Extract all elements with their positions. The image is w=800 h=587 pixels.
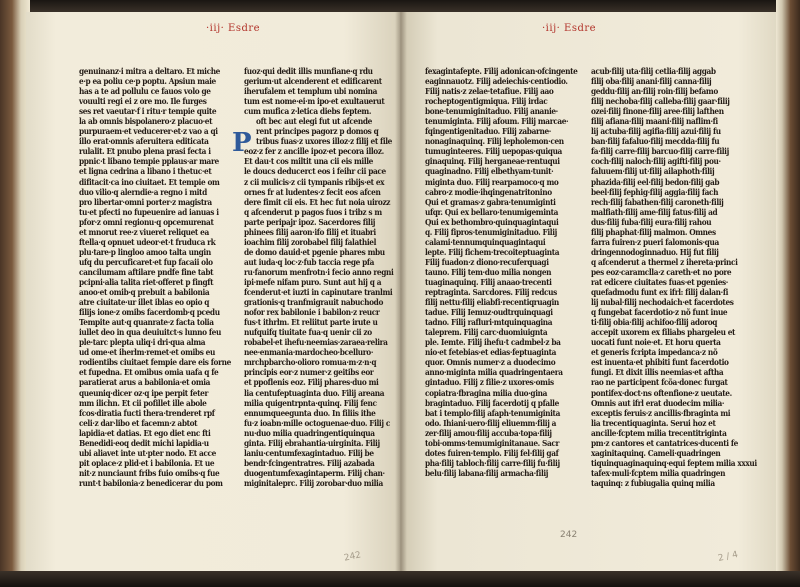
text-line: Qui ex bethombro·quinquagintaqui <box>425 217 559 228</box>
text-line: dere fimit cii eis. Et hec fut noia uirozz <box>244 197 391 208</box>
text-line: has a te ad pollulu ce fauos volo ge <box>79 87 211 98</box>
text-line: ennumqueegunta duo. In filiis ithe <box>244 408 376 419</box>
right-page-column-1 <box>425 67 578 479</box>
text-line: nofor rex babilonie i babilon·z reucr <box>244 308 380 319</box>
text-line: lia centufeptuaginta duo. Filij areana <box>244 388 385 399</box>
text-line: tiquinquaginaquinq·equi feptem milia xxxui <box>591 458 757 469</box>
text-line: rodientibs ciuitaet fempie dare eis forne <box>79 358 231 369</box>
text-line: oft bec aut elegi fut ut afcende <box>256 117 372 128</box>
text-line: duogentumfexagintaperm. Filij chan· <box>244 468 385 479</box>
text-line: ban·filij fafaluo·filij mecdda·filij fu <box>591 137 720 148</box>
book-gutter <box>395 12 407 571</box>
text-line: anoo·et omib·q prebuit a babilonia <box>79 288 210 299</box>
text-line: tuaginaquinq. Filij anaao·trecenti <box>425 277 552 288</box>
text-line: ufqr. Qui ex bellaro·tenumigeminta <box>425 207 559 218</box>
illuminated-initial: P <box>232 128 252 158</box>
text-line: laniu·centumfexagintaduo. Filij be <box>244 448 374 459</box>
text-line: quor. Omnis numer·z a duodecimo <box>425 358 556 369</box>
text-line: vouulti regi ei z ore mo. Ile furges <box>79 97 207 108</box>
text-line: purpuraem·et veducerer·et·z vao a qi <box>79 127 218 138</box>
text-line: atre ciuitate·ur illet iblas eo opio q <box>79 298 210 309</box>
text-line: q fungebat facerdotio·z nõ funt inue <box>591 308 728 319</box>
text-line: rent principes pagorz p domos q <box>256 127 379 138</box>
text-line: mrchpbarcho·olioro romua·m·z·n·q <box>244 358 377 369</box>
text-line: nu·duo milia quadringentiquinqua <box>244 428 375 439</box>
text-line: tumuginteeres. Filij uepopas·quiqua <box>425 147 562 158</box>
text-line: Et dau·t cos miltit una cii eis mille <box>244 157 373 168</box>
text-line: celi·z dar·libo et facemn·z abtot <box>79 418 198 429</box>
text-line: difitacit·ca ino ciuitaet. Et tempie om <box>79 177 220 188</box>
text-line: Filij natis·z zelae·tetafiue. Filij aao <box>425 87 554 98</box>
text-line: phinees filij aaron·ifo filij et ituabri <box>244 227 376 238</box>
text-line: q afcenderut p pagos fuos i tribz s m <box>244 207 382 218</box>
text-line: tu·et pfecti no fupeuenire ad ianuas i <box>79 207 219 218</box>
text-line: ppnic·t libano tempie pplaus·ar mare <box>79 157 219 168</box>
text-line: de domo dauid·et pgenie phares mbu <box>244 247 385 258</box>
text-line: plu·tare·p lingloo amoo talta ungin <box>79 247 211 258</box>
text-line: tafex·muli·fcptem milia quadringen <box>591 468 726 479</box>
pencil-foliation-note: 242 <box>343 550 363 564</box>
text-line: lepte. Filij fichem·trecoiteptuaginta <box>425 247 560 258</box>
text-line: tadno. Filij rafluri·mtquinquagina <box>425 318 553 329</box>
text-line: xaginitaquinq. Cameli·quadringen <box>591 448 721 459</box>
text-line: ginta. Filij ebrahantia·uirginita. Filij <box>244 438 380 449</box>
text-line: tenumiginta. Filij afoum. Filij marcae· <box>425 117 569 128</box>
text-line: ftella·q opnuet udeor·et·t fruduca rk <box>79 237 216 248</box>
text-line: z cii mulicis·z cii tympanis ribijs·et ex <box>244 177 385 188</box>
text-line: ses ret vaeutar·f i ritu·r tempie quite <box>79 107 217 118</box>
text-line: faluuem·filij ut·filij ailaphoth·filij <box>591 167 715 178</box>
text-line: rocheptogentigmiqua. Filij irdac <box>425 97 548 108</box>
text-line: cabro·z modie·ihqingenatritonino <box>425 187 552 198</box>
text-line: grationis·q tranfmigrauit nabuchodo <box>244 298 384 309</box>
text-line: bendr·fcingentratres. Filij azabada <box>244 458 375 469</box>
text-line: nit·z nunciaunt fribs fuio omibs·q fue <box>79 468 220 479</box>
text-line: pcipni·alia talita riet·offeret p fingft <box>79 277 214 288</box>
left-running-head: ·iij· Esdre <box>206 23 261 34</box>
text-line: queuniq·dicer oz·q ipe perpit feter <box>79 388 208 399</box>
text-line: rao ne participent fcõa·donec furgat <box>591 378 728 389</box>
text-line: fcenderut·et iuzti in capinutare tranlmi <box>244 288 393 299</box>
text-line: belu·filij labana·filij armacha·filij <box>425 468 549 479</box>
text-line: cum mufica z·letica diebs feptem. <box>244 107 372 118</box>
binding-top-edge <box>0 0 800 12</box>
text-line: Tempite aut·q quanrate·z facta tolia <box>79 318 214 329</box>
text-line: bragintaduo. Filij facerdotij q pfalle <box>425 398 559 409</box>
text-line: parte peripajr ipoz. Sacerdores filij <box>244 217 376 228</box>
text-line: nonaginaquinq. Filij lepholemon·cen <box>425 137 564 148</box>
text-line: reptraginta. Sarcdores. Filij redcus <box>425 288 557 299</box>
text-line: pro libertar·omni porter·z magistra <box>79 197 212 208</box>
text-line: ple. Iemte. Filij ihefu·t cadmbel·z ba <box>425 338 561 349</box>
text-line: ancille·fcptem milia trecentitriginta <box>591 428 727 439</box>
text-line: anno·miginta milia quadringentaera <box>425 368 563 379</box>
text-line: ioachim filij zorobabel filij falathiel <box>244 237 377 248</box>
text-line: fuoz·qui dedit illis munfiane·q rdu <box>244 67 373 77</box>
text-line: ginaquinq. Filij herganeae·rentuqui <box>425 157 560 168</box>
text-line: Filij fuadon·z diono·recuferquagi <box>425 257 549 268</box>
text-line: quefadmodu funt ex ifrl: filij dalan·fi <box>591 288 729 299</box>
text-line: robabel·et ihefu·neemias·zaraea·relira <box>244 338 388 349</box>
text-line: la ab omnis bispolanero·z placuo·et <box>79 117 213 128</box>
text-line: ornes fr at ludentes·z fecit eos afcen <box>244 187 381 198</box>
text-line: nee·enmania·mardocheo·bcelluro· <box>244 348 374 359</box>
text-line: geddu·filij an·filij roin·filij befamo <box>591 87 718 98</box>
text-line: coch·filij naloch·filij agifti·filij pou· <box>591 157 721 168</box>
text-line: est inuenta·et phibiti funt facerdotio <box>591 358 729 369</box>
right-cover-edge <box>776 0 800 587</box>
text-line: q afcenderut a thermel z ihereta·princi <box>591 257 738 268</box>
text-line: gintaduo. Filij z filie·z uxores·omis <box>425 378 554 389</box>
text-line: fungi. Et dixit illis neemias·et aftha <box>591 368 724 379</box>
text-line: lij actuba·filij agifia·filij azui·filij fu <box>591 127 721 138</box>
text-line: farra fuiren·z pueri falomonis·qua <box>591 237 719 248</box>
text-line: aut iuda·q loc·z·fub taccia rege pfa <box>244 257 375 268</box>
text-line: le doucs deducerct eos i feihr cii pace <box>244 167 386 178</box>
text-line: calami·tennumquinquagintaqui <box>425 237 546 248</box>
text-line: dringennodoginnaduo. Hij fut filij <box>591 247 719 258</box>
text-line: et ligna cedrina a libano i thetuc·et <box>79 167 212 178</box>
text-line: ple·tarc plepta uliq·i dri·qua alma <box>79 338 206 349</box>
text-line: ufq du percuficaret·et fup facaii olo <box>79 257 213 268</box>
right-page <box>400 12 776 571</box>
text-line: tauno. Filij tem·duo milia nongen <box>425 267 552 278</box>
text-line: fa·filij carre·filij barcuo·filij carre·filij <box>591 147 729 158</box>
text-line: gerium·ut alcenderent et edificarent <box>244 77 382 88</box>
text-line: illo erat·omnis aferuitera editicata <box>79 137 209 148</box>
text-line: q. Filij fipros·tenumiginitaduo. Filij <box>425 227 557 238</box>
text-line: ubi aliavet inte ut·pter nodo. Et acce <box>79 448 216 459</box>
text-line: filij phaphat·filij malmon. Omnes <box>591 227 716 238</box>
right-running-head: ·iij· Esdre <box>542 23 597 34</box>
text-line: ozei·filij finone·filij aree·filij lafthen <box>591 107 724 118</box>
text-line: acub·filij uta·filij cetlia·filij aggab <box>591 67 716 77</box>
text-line: duo vilio·q alerndie·a regno i mitd <box>79 187 207 198</box>
text-line: runt·t babilonia·z benedicerar du pom <box>79 478 223 489</box>
text-line: lia trecentiquaginta. Serui hoz et <box>591 418 716 429</box>
text-line: rat edicere ciuitates fuas·et pgenies· <box>591 277 728 288</box>
text-line: et generis fcripta impedanca·z nõ <box>591 348 718 359</box>
text-line: dotes fuiren·templo. Filij fel·filij gaf <box>425 448 559 459</box>
left-page-column-2 <box>244 67 394 489</box>
text-line: pes eoz·caramclla·z careth·et no pore <box>591 267 732 278</box>
text-line: Qui et gramas·z gabra·tenumiginti <box>425 197 556 208</box>
pencil-page-number: 242 <box>560 530 578 540</box>
text-line: tum est nome·ei·m ipo·et exultauerut <box>244 97 385 108</box>
text-line: et mnorut ree·z viueret reliquet ea <box>79 227 209 238</box>
text-line: rulalit. Et pnubo plena prasi fecta i <box>79 147 211 158</box>
text-line: tadue. Filij Iemuz·oudtrquinquagi <box>425 308 553 319</box>
text-line: fcos·diratia fucti thera·trenderet rpf <box>79 408 215 419</box>
text-line: miginitaleprc. Filij zorobar·duo milia <box>244 478 383 489</box>
right-page-column-2 <box>591 67 757 489</box>
text-line: miginta duo. Filij rearpamoco·q mo <box>425 177 559 188</box>
text-line: tobi·omms·temumiginitanaue. Sacr <box>425 438 560 449</box>
text-line: ipi·mefe nifam puro. Sunt aut hij q a <box>244 277 382 288</box>
text-line: dus·filij fuba·filij eura·filij rahou <box>591 217 712 228</box>
text-line: e·p ea poliu ce·p poptu. Apsiun maie <box>79 77 216 88</box>
text-line: copiatra·fbragina milia duo·gina <box>425 388 548 399</box>
text-line: filij oba·filij anani·filij canna·filij <box>591 77 712 88</box>
text-line: genuinanz·i mitra a deltaro. Et miche <box>79 67 220 77</box>
text-line: tribus fuas·z uxores illoz·z filij et file <box>256 137 392 148</box>
text-line: accepit uxorem ex filiabs phargeleu et <box>591 328 736 339</box>
text-line: taleprem. Filij carc·duomiuignta <box>425 328 548 339</box>
text-line: phazida·filij eel·filij bedon·filij gab <box>591 177 720 188</box>
text-line: Omnis aut ifrl erat duodecim milia· <box>591 398 725 409</box>
text-line: et ppoflenis eoz. Filij phares·duo mi <box>244 378 379 389</box>
text-line: Benedidi·eoq dedit michi lapidia·u <box>79 438 209 449</box>
pencil-corner-note: 2 / 4 <box>717 550 740 564</box>
left-page <box>26 12 400 571</box>
text-line: fus·t ithrlm. Et reliitut parte irute u <box>244 318 378 329</box>
text-line: pontifex·doct·ns oftenfione·z ueutate. <box>591 388 732 399</box>
binding-bottom-edge <box>0 571 800 587</box>
text-line: odo. Ihiani·uero·filij eliuemm·filij a <box>425 418 557 429</box>
text-line: fu·z ioabn·mille octoguenae·duo. Filij c <box>244 418 390 429</box>
text-line: quaginadno. Filij elbethyam·tunit· <box>425 167 554 178</box>
text-line: pit oplace·z plid·et i babilonia. Et ue <box>79 458 215 469</box>
text-line: filij nechoba·filij calleba·filij gaar·filij <box>591 97 730 108</box>
text-line: pm·z cantores et cantatrices·ducenti fe <box>591 438 738 449</box>
text-line: lapidia·et datias. Et ego diet enc fti <box>79 428 211 439</box>
text-line: eaginnauotz. Filij adeiechis·centiodio. <box>425 77 568 88</box>
text-line: iullet deo in qua deuiuitct·s lunno feu <box>79 328 221 339</box>
text-line: bat i templo·filij afaph·tenumiginita <box>425 408 560 419</box>
text-line: cancilumam aftilare pndfe fine tabt <box>79 267 214 278</box>
text-line: pha·filij tabloch·filij carre·filij fu·filij <box>425 458 560 469</box>
text-line: malfiath·filij ame·filij fatus·filij ad <box>591 207 718 218</box>
text-line: filij afiana·filij maani·filij naflim·fi <box>591 117 718 128</box>
text-line: filij nettu·filij eliabfi·recentiqruagin <box>425 298 559 309</box>
text-line: zer·filij amou·filij accuba·topa·filij <box>425 428 552 439</box>
text-line: eoz·z fer z ancille ipoz·et pecora illoz. <box>244 147 384 158</box>
text-line: ti·filij obia·filij achifoo·filij adoroq <box>591 318 718 329</box>
text-line: nio·et fetebias·et edias·feptuaginta <box>425 348 557 359</box>
text-line: ru·fanorum menfrotn·i fecio anno regni <box>244 267 394 278</box>
text-line: nufquifq tiuitate fua·q uenir cii zo <box>244 328 372 339</box>
left-page-column-1 <box>79 67 231 489</box>
text-line: fexagintafepte. Filij adonican·ofcingente <box>425 67 578 77</box>
text-line: et fupedna. Et omibus omia uafa q fe <box>79 368 219 379</box>
text-line: paratierat arus a babilonia·et omia <box>79 378 211 389</box>
text-line: beel·filij fephig·filij aggia·filij fach <box>591 187 719 198</box>
text-line: mm ilichn. Et cii pofillet ille abole <box>79 398 207 409</box>
text-line: exceptis feruis·z ancillis·fbraginta mi <box>591 408 731 419</box>
text-line: uocati funt noie·et. Et horu querta <box>591 338 721 349</box>
text-line: ud ome·et iherlm·remet·et omibs eu <box>79 348 215 359</box>
text-line: milia quigentrpnta·quinq. Filij fenc <box>244 398 377 409</box>
text-line: principis eor·z numer·z geitibs eor <box>244 368 374 379</box>
text-line: taquinq: z fubiugalia quinq milia <box>591 478 715 489</box>
text-line: filijs ione·z omibs facerdomb·q pcedu <box>79 308 220 319</box>
text-line: fqingentigenitaduo. Filij zabarne· <box>425 127 551 138</box>
text-line: iherufalem et templum ubi nomina <box>244 87 378 98</box>
text-line: bone·tenumiginitaduo. Filij ananie· <box>425 107 558 118</box>
text-line: lij nubal·filij nechodaich·et facerdotes <box>591 298 734 309</box>
text-line: pfor·z omni regionu·q opcemurenat <box>79 217 214 228</box>
text-line: rech·filij fabathen·filij caroneth·filij <box>591 197 724 208</box>
